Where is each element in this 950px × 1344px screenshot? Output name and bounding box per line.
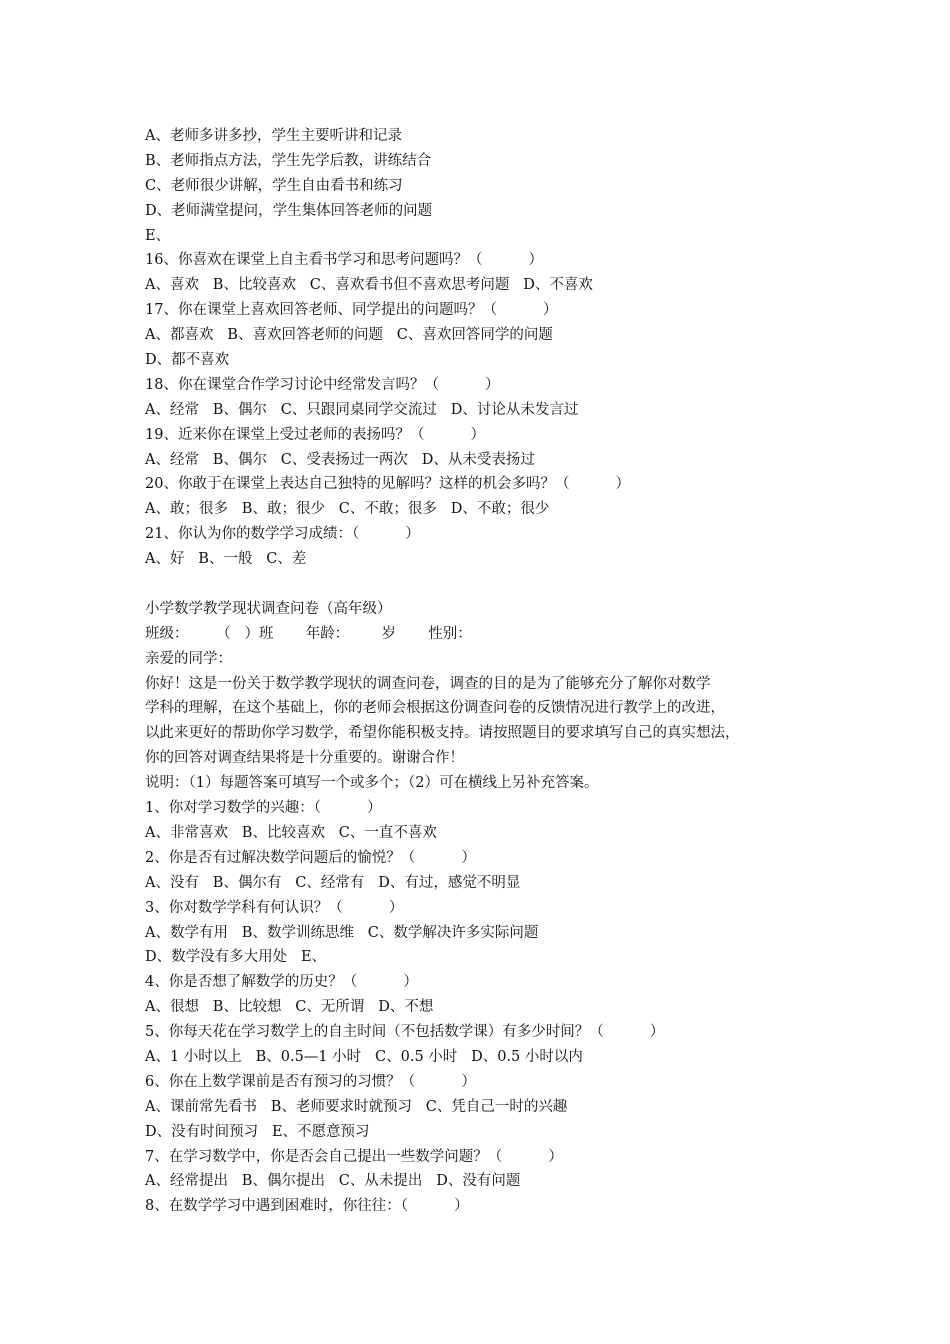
options-3-cont: D、数学没有多大用处 E、 [145, 949, 327, 966]
options-16: A、喜欢 B、比较喜欢 C、喜欢看书但不喜欢思考问题 D、不喜欢 [145, 277, 593, 294]
options-1: A、非常喜欢 B、比较喜欢 C、一直不喜欢 [145, 824, 437, 841]
question-3: 3、你对数学学科有何认识？（ ） [145, 899, 404, 916]
question-18: 18、你在课堂合作学习讨论中经常发言吗？（ ） [145, 376, 500, 393]
question-20: 20、你敢于在课堂上表达自己独特的见解吗？这样的机会多吗？（ ） [145, 476, 631, 493]
text-line: D、老师满堂提问，学生集体回答老师的问题 [145, 202, 433, 219]
question-17: 17、你在课堂上喜欢回答老师、同学提出的问题吗？（ ） [145, 302, 558, 319]
intro-line: 你好！这是一份关于数学教学现状的调查问卷，调查的目的是为了能够充分了解你对数学 [145, 675, 711, 692]
intro-line: 你的回答对调查结果将是十分重要的。谢谢合作！ [145, 750, 464, 767]
question-section-continued [145, 124, 835, 572]
options-20: A、敢；很多 B、敢；很少 C、不敢；很多 D、不敢；很少 [145, 501, 550, 518]
question-19: 19、近来你在课堂上受过老师的表扬吗？（ ） [145, 426, 486, 443]
options-19: A、经常 B、偶尔 C、受表扬过一两次 D、从未受表扬过 [145, 451, 535, 468]
text-line: C、老师很少讲解，学生自由看书和练习 [145, 177, 403, 194]
text-line: B、老师指点方法，学生先学后教，讲练结合 [145, 152, 432, 169]
survey-title: 小学数学教学现状调查问卷（高年级） [145, 600, 392, 617]
options-5: A、1 小时以上 B、0.5—1 小时 C、0.5 小时 D、0.5 小时以内 [145, 1048, 583, 1065]
question-7: 7、在学习数学中，你是否会自己提出一些数学问题？（ ） [145, 1148, 563, 1165]
options-17: A、都喜欢 B、喜欢回答老师的问题 C、喜欢回答同学的问题 [145, 327, 553, 344]
question-4: 4、你是否想了解数学的历史？（ ） [145, 974, 418, 991]
options-4: A、很想 B、比较想 C、无所谓 D、不想 [145, 999, 434, 1016]
student-info-line: 班级： （ ）班 年龄： 岁 性别： [145, 625, 472, 642]
blank-line [145, 572, 835, 597]
intro-paragraph [145, 672, 835, 772]
options-6-cont: D、没有时间预习 E、不愿意预习 [145, 1123, 370, 1140]
question-5: 5、你每天花在学习数学上的自主时间（不包括数学课）有多少时间？（ ） [145, 1024, 665, 1041]
document-page [145, 124, 835, 1219]
text-line: A、老师多讲多抄，学生主要听讲和记录 [145, 128, 402, 144]
options-6: A、课前常先看书 B、老师要求时就预习 C、凭自己一时的兴趣 [145, 1098, 568, 1115]
question-1: 1、你对学习数学的兴趣：（ ） [145, 800, 382, 817]
question-2: 2、你是否有过解决数学问题后的愉悦？（ ） [145, 849, 476, 866]
greeting: 亲爱的同学： [145, 650, 232, 667]
question-6: 6、你在上数学课前是否有预习的习惯？（ ） [145, 1073, 476, 1090]
options-21: A、好 B、一般 C、差 [145, 551, 307, 568]
question-8: 8、在数学学习中遇到困难时，你往往：（ ） [145, 1198, 469, 1215]
options-2: A、没有 B、偶尔有 C、经常有 D、有过，感觉不明显 [145, 874, 521, 891]
question-16: 16、你喜欢在课堂上自主看书学习和思考问题吗？（ ） [145, 252, 544, 269]
options-17-cont: D、都不喜欢 [145, 352, 230, 369]
intro-line: 以此来更好的帮助你学习数学，希望你能积极支持。请按照题目的要求填写自己的真实想法， [145, 725, 740, 742]
instructions: 说明：（1）每题答案可填写一个或多个；（2）可在横线上另补充答案。 [145, 775, 599, 792]
text-line: E、 [145, 227, 171, 244]
intro-line: 学科的理解，在这个基础上，你的老师会根据这份调查问卷的反馈情况进行教学上的改进， [145, 700, 725, 717]
options-3: A、数学有用 B、数学训练思维 C、数学解决许多实际问题 [145, 924, 539, 941]
question-section [145, 796, 835, 1219]
options-18: A、经常 B、偶尔 C、只跟同桌同学交流过 D、讨论从未发言过 [145, 401, 579, 418]
question-21: 21、你认为你的数学学习成绩：（ ） [145, 526, 420, 543]
options-7: A、经常提出 B、偶尔提出 C、从未提出 D、没有问题 [145, 1173, 521, 1190]
